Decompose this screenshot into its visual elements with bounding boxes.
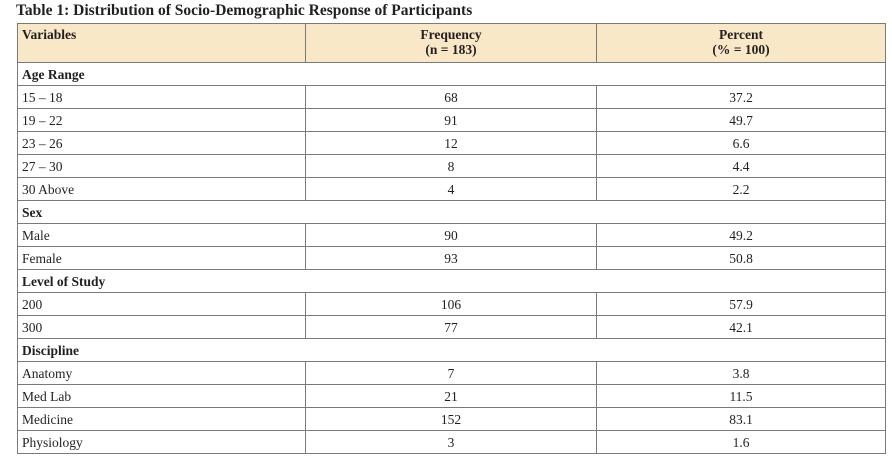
cell-variable: 27 – 30 bbox=[18, 155, 306, 178]
table-row bbox=[18, 385, 886, 408]
cell-frequency: 106 bbox=[306, 293, 597, 316]
header-variables bbox=[18, 24, 306, 63]
table-caption: Table 1: Distribution of Socio-Demographic Response of Participants bbox=[16, 2, 473, 19]
cell-variable: 200 bbox=[18, 293, 306, 316]
cell-percent: 1.6 bbox=[597, 431, 886, 454]
cell-variable: Med Lab bbox=[18, 385, 306, 408]
cell-percent: 42.1 bbox=[597, 316, 886, 339]
table-row bbox=[18, 408, 886, 431]
header-percent-sublabel: (% = 100) bbox=[712, 42, 770, 57]
cell-variable: Physiology bbox=[18, 431, 306, 454]
section-row bbox=[18, 339, 886, 362]
table-header bbox=[18, 24, 886, 63]
cell-percent: 83.1 bbox=[597, 408, 886, 431]
table-row bbox=[18, 86, 886, 109]
cell-frequency: 4 bbox=[306, 178, 597, 201]
cell-variable: 19 – 22 bbox=[18, 109, 306, 132]
header-frequency-label: Frequency bbox=[420, 27, 482, 42]
cell-variable: 23 – 26 bbox=[18, 132, 306, 155]
cell-percent: 49.7 bbox=[597, 109, 886, 132]
cell-frequency: 7 bbox=[306, 362, 597, 385]
section-row bbox=[18, 63, 886, 86]
header-percent-label: Percent bbox=[719, 27, 763, 42]
section-title: Level of Study bbox=[18, 270, 886, 293]
cell-variable: 15 – 18 bbox=[18, 86, 306, 109]
cell-variable: Male bbox=[18, 224, 306, 247]
cell-percent: 3.8 bbox=[597, 362, 886, 385]
cell-percent: 11.5 bbox=[597, 385, 886, 408]
table-row bbox=[18, 362, 886, 385]
cell-percent: 37.2 bbox=[597, 86, 886, 109]
table-row bbox=[18, 132, 886, 155]
table-row bbox=[18, 431, 886, 454]
cell-frequency: 93 bbox=[306, 247, 597, 270]
cell-frequency: 91 bbox=[306, 109, 597, 132]
cell-frequency: 3 bbox=[306, 431, 597, 454]
cell-percent: 4.4 bbox=[597, 155, 886, 178]
cell-variable: 300 bbox=[18, 316, 306, 339]
header-frequency bbox=[306, 24, 597, 63]
table-row bbox=[18, 316, 886, 339]
table-row bbox=[18, 155, 886, 178]
cell-percent: 57.9 bbox=[597, 293, 886, 316]
table-body bbox=[18, 63, 886, 454]
cell-variable: 30 Above bbox=[18, 178, 306, 201]
cell-frequency: 152 bbox=[306, 408, 597, 431]
cell-frequency: 77 bbox=[306, 316, 597, 339]
cell-percent: 50.8 bbox=[597, 247, 886, 270]
section-row bbox=[18, 201, 886, 224]
table-row bbox=[18, 109, 886, 132]
cell-percent: 2.2 bbox=[597, 178, 886, 201]
cell-frequency: 8 bbox=[306, 155, 597, 178]
cell-variable: Anatomy bbox=[18, 362, 306, 385]
table-row bbox=[18, 247, 886, 270]
cell-frequency: 90 bbox=[306, 224, 597, 247]
demographics-table bbox=[17, 23, 886, 454]
section-row bbox=[18, 270, 886, 293]
table-row bbox=[18, 178, 886, 201]
cell-frequency: 21 bbox=[306, 385, 597, 408]
header-variables-label: Variables bbox=[22, 27, 77, 42]
cell-frequency: 68 bbox=[306, 86, 597, 109]
cell-variable: Female bbox=[18, 247, 306, 270]
header-row bbox=[18, 24, 886, 63]
section-title: Discipline bbox=[18, 339, 886, 362]
cell-frequency: 12 bbox=[306, 132, 597, 155]
header-percent bbox=[597, 24, 886, 63]
section-title: Age Range bbox=[18, 63, 886, 86]
cell-percent: 49.2 bbox=[597, 224, 886, 247]
header-frequency-sublabel: (n = 183) bbox=[425, 42, 477, 57]
section-title: Sex bbox=[18, 201, 886, 224]
cell-variable: Medicine bbox=[18, 408, 306, 431]
cell-percent: 6.6 bbox=[597, 132, 886, 155]
table-row bbox=[18, 293, 886, 316]
table-row bbox=[18, 224, 886, 247]
